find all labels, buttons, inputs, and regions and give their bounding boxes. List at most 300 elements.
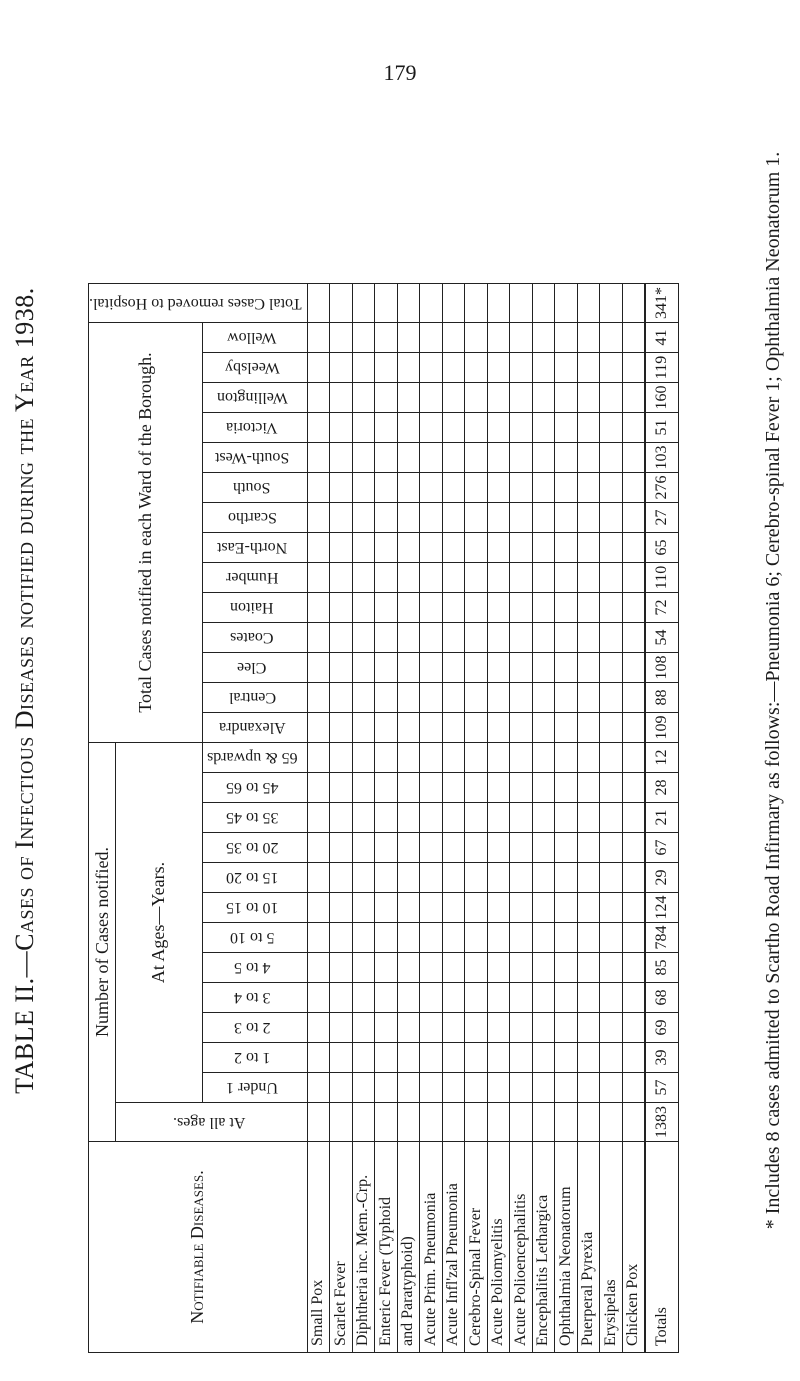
cell-value: [330, 563, 353, 593]
cell-value: [555, 1013, 578, 1043]
cell-value: [600, 1043, 623, 1073]
cell-value: [375, 923, 398, 953]
disease-row: [622, 284, 645, 1353]
cell-value: [600, 1073, 623, 1103]
cell-value: [375, 503, 398, 533]
cell-value: [622, 833, 645, 863]
cell-value: [577, 503, 600, 533]
cell-value: [577, 443, 600, 473]
cell-value: [555, 953, 578, 983]
cell-value: [622, 473, 645, 503]
cell-value: [555, 383, 578, 413]
cell-value: [397, 833, 420, 863]
cell-value: [442, 803, 465, 833]
cell-value: [442, 443, 465, 473]
cell-value: [465, 563, 488, 593]
cell-value: [487, 1073, 510, 1103]
cell-value: 341*: [645, 284, 679, 323]
cell-value: [307, 743, 330, 773]
cell-value: [577, 683, 600, 713]
disease-row: [330, 284, 353, 1353]
disease-name: Small Pox: [307, 1142, 330, 1353]
table-body: [307, 284, 679, 1353]
cell-value: [577, 623, 600, 653]
cell-value: [397, 1103, 420, 1142]
cell-value: [397, 323, 420, 353]
cell-value: [330, 284, 353, 323]
cell-value: [577, 863, 600, 893]
cell-value: [420, 533, 443, 563]
cell-value: [510, 443, 533, 473]
disease-name: Erysipelas: [600, 1142, 623, 1353]
cell-value: [420, 773, 443, 803]
cell-value: [577, 563, 600, 593]
cell-value: [600, 983, 623, 1013]
cell-value: [577, 353, 600, 383]
cell-value: [375, 773, 398, 803]
cell-value: [465, 353, 488, 383]
cell-value: [465, 683, 488, 713]
disease-row: [442, 284, 465, 1353]
cell-value: [330, 623, 353, 653]
cell-value: [577, 1103, 600, 1142]
cell-value: [352, 323, 375, 353]
cell-value: [487, 743, 510, 773]
cell-value: [532, 773, 555, 803]
cell-value: [532, 893, 555, 923]
cell-value: [465, 713, 488, 743]
cell-value: [442, 353, 465, 383]
cell-value: [397, 284, 420, 323]
cell-value: [532, 503, 555, 533]
cell-value: [330, 383, 353, 413]
cell-value: [397, 653, 420, 683]
cell-value: [532, 413, 555, 443]
cell-value: [375, 443, 398, 473]
cell-value: [622, 323, 645, 353]
cell-value: [420, 353, 443, 383]
cell-value: [375, 1043, 398, 1073]
cell-value: 784: [645, 923, 679, 953]
cell-value: [330, 773, 353, 803]
cell-value: [600, 443, 623, 473]
cell-value: [510, 743, 533, 773]
cell-value: [532, 533, 555, 563]
cell-value: 12: [645, 743, 679, 773]
cell-value: [352, 743, 375, 773]
cell-value: [555, 743, 578, 773]
cell-value: [307, 533, 330, 563]
cell-value: 54: [645, 623, 679, 653]
header-age-1: 1 to 2: [202, 1043, 307, 1073]
cell-value: [465, 743, 488, 773]
cell-value: [330, 893, 353, 923]
cell-value: [307, 1043, 330, 1073]
cell-value: [532, 713, 555, 743]
cell-value: [487, 593, 510, 623]
cell-value: [510, 383, 533, 413]
cell-value: [420, 563, 443, 593]
cell-value: [420, 923, 443, 953]
header-ward-4: Haiton: [202, 593, 307, 623]
cell-value: [352, 413, 375, 443]
cell-value: [375, 323, 398, 353]
disease-row: [465, 284, 488, 1353]
cell-value: [397, 533, 420, 563]
header-all-ages: At all ages.: [116, 1103, 308, 1142]
cell-value: [510, 563, 533, 593]
cell-value: [330, 443, 353, 473]
cell-value: [487, 443, 510, 473]
cell-value: [600, 743, 623, 773]
cell-value: [420, 743, 443, 773]
cell-value: [600, 353, 623, 383]
cell-value: [577, 653, 600, 683]
cell-value: [555, 683, 578, 713]
cell-value: [442, 1073, 465, 1103]
disease-name: Diphtheria inc. Mem.-Crp.: [352, 1142, 375, 1353]
cell-value: [307, 653, 330, 683]
cell-value: [465, 863, 488, 893]
cell-value: [622, 443, 645, 473]
cell-value: [442, 863, 465, 893]
cell-value: [375, 683, 398, 713]
cell-value: [622, 623, 645, 653]
header-age-5: 5 to 10: [202, 923, 307, 953]
cell-value: [352, 803, 375, 833]
cell-value: [622, 563, 645, 593]
cell-value: [532, 383, 555, 413]
cell-value: [465, 623, 488, 653]
cell-value: [307, 863, 330, 893]
cell-value: [420, 803, 443, 833]
cell-value: [375, 653, 398, 683]
cell-value: [420, 863, 443, 893]
cell-value: [330, 353, 353, 383]
cell-value: 29: [645, 863, 679, 893]
cell-value: [555, 563, 578, 593]
cell-value: [307, 563, 330, 593]
cell-value: [600, 323, 623, 353]
cell-value: [622, 923, 645, 953]
cell-value: [352, 893, 375, 923]
cell-value: [555, 503, 578, 533]
cell-value: [330, 1073, 353, 1103]
cell-value: [600, 533, 623, 563]
cell-value: [330, 533, 353, 563]
cell-value: [352, 653, 375, 683]
cell-value: [375, 533, 398, 563]
cell-value: [600, 953, 623, 983]
header-ward-7: Scartho: [202, 503, 307, 533]
header-removed-to-hospital: Total Cases removed to Hospital.: [89, 284, 308, 323]
disease-row: [352, 284, 375, 1353]
cell-value: [600, 383, 623, 413]
cell-value: [397, 983, 420, 1013]
disease-row: [307, 284, 330, 1353]
disease-name: Enteric Fever (Typhoid: [375, 1142, 398, 1353]
cell-value: [397, 593, 420, 623]
header-age-11: 65 & upwards: [202, 743, 307, 773]
cell-value: [442, 284, 465, 323]
disease-row: [397, 284, 420, 1353]
cell-value: [330, 1043, 353, 1073]
cell-value: [532, 1043, 555, 1073]
cell-value: [397, 773, 420, 803]
cell-value: [532, 284, 555, 323]
cell-value: [330, 1013, 353, 1043]
cell-value: [532, 593, 555, 623]
cell-value: [375, 833, 398, 863]
cell-value: [622, 413, 645, 443]
cell-value: [622, 503, 645, 533]
cell-value: [375, 953, 398, 983]
cell-value: [442, 1043, 465, 1073]
cell-value: [352, 473, 375, 503]
cell-value: [352, 443, 375, 473]
cell-value: [397, 563, 420, 593]
header-total-cases-by-ward: Total Cases notified in each Ward of the Borough.: [89, 323, 203, 743]
cell-value: [555, 653, 578, 683]
cell-value: [622, 533, 645, 563]
cell-value: [442, 503, 465, 533]
header-age-9: 35 to 45: [202, 803, 307, 833]
cell-value: [330, 833, 353, 863]
cell-value: [622, 353, 645, 383]
cell-value: [352, 503, 375, 533]
cell-value: [307, 413, 330, 443]
cell-value: [420, 473, 443, 503]
header-ward-2: Clee: [202, 653, 307, 683]
cell-value: [600, 653, 623, 683]
cell-value: [397, 473, 420, 503]
cell-value: [352, 533, 375, 563]
cell-value: [465, 923, 488, 953]
cell-value: [397, 863, 420, 893]
cell-value: [510, 623, 533, 653]
cell-value: [487, 413, 510, 443]
cell-value: [397, 503, 420, 533]
disease-name: Acute Poliomyelitis: [487, 1142, 510, 1353]
cell-value: [622, 284, 645, 323]
cell-value: [330, 473, 353, 503]
cell-value: 69: [645, 1013, 679, 1043]
cell-value: 85: [645, 953, 679, 983]
cell-value: [622, 683, 645, 713]
disease-row: [555, 284, 578, 1353]
header-age-3: 3 to 4: [202, 983, 307, 1013]
cell-value: [375, 893, 398, 923]
cell-value: [600, 284, 623, 323]
cell-value: [487, 713, 510, 743]
cell-value: [577, 893, 600, 923]
cell-value: [600, 833, 623, 863]
cell-value: [397, 1043, 420, 1073]
cell-value: [555, 1073, 578, 1103]
caption-prefix: TABLE II.—: [10, 950, 39, 1094]
cell-value: [352, 623, 375, 653]
header-number-of-cases: Number of Cases notified.: [89, 743, 116, 1142]
cell-value: [532, 1073, 555, 1103]
cell-value: [622, 803, 645, 833]
disease-name: Acute Infl'zal Pneumonia: [442, 1142, 465, 1353]
cell-value: [510, 653, 533, 683]
cell-value: [487, 563, 510, 593]
cell-value: [487, 893, 510, 923]
cell-value: [532, 983, 555, 1013]
cell-value: 108: [645, 653, 679, 683]
page-number: 179: [383, 60, 417, 85]
cell-value: [397, 413, 420, 443]
cell-value: [510, 1043, 533, 1073]
cell-value: [307, 893, 330, 923]
cell-value: [487, 533, 510, 563]
cell-value: [442, 953, 465, 983]
cell-value: [352, 1103, 375, 1142]
cell-value: [375, 563, 398, 593]
cell-value: 27: [645, 503, 679, 533]
cell-value: [465, 473, 488, 503]
cell-value: [307, 383, 330, 413]
cell-value: [307, 683, 330, 713]
cell-value: [600, 803, 623, 833]
cell-value: [622, 863, 645, 893]
cell-value: [577, 473, 600, 503]
cell-value: [465, 503, 488, 533]
cell-value: [397, 353, 420, 383]
cell-value: [307, 983, 330, 1013]
cell-value: [532, 863, 555, 893]
cell-value: 110: [645, 563, 679, 593]
cell-value: [420, 683, 443, 713]
cell-value: [352, 953, 375, 983]
header-ward-9: South-West: [202, 443, 307, 473]
header-age-10: 45 to 65: [202, 773, 307, 803]
cell-value: [442, 563, 465, 593]
cell-value: [510, 863, 533, 893]
cell-value: [420, 1043, 443, 1073]
cell-value: [330, 863, 353, 893]
cell-value: [600, 503, 623, 533]
header-ward-10: Victoria: [202, 413, 307, 443]
cell-value: [442, 383, 465, 413]
cell-value: 51: [645, 413, 679, 443]
disease-row: [600, 284, 623, 1353]
cell-value: 28: [645, 773, 679, 803]
cell-value: [555, 983, 578, 1013]
cell-value: [555, 593, 578, 623]
cell-value: [465, 1103, 488, 1142]
cell-value: [352, 923, 375, 953]
cell-value: [555, 773, 578, 803]
cell-value: [465, 803, 488, 833]
cell-value: [577, 413, 600, 443]
cell-value: [510, 683, 533, 713]
cell-value: [600, 683, 623, 713]
cell-value: [532, 1013, 555, 1043]
cell-value: [600, 1103, 623, 1142]
cell-value: [307, 593, 330, 623]
cell-value: [307, 923, 330, 953]
header-ward-12: Weelsby: [202, 353, 307, 383]
cell-value: [465, 413, 488, 443]
cell-value: [577, 1043, 600, 1073]
cell-value: [622, 953, 645, 983]
cell-value: [465, 593, 488, 623]
cell-value: [307, 623, 330, 653]
cell-value: [555, 1103, 578, 1142]
cell-value: [442, 473, 465, 503]
cell-value: [420, 1073, 443, 1103]
cell-value: [532, 653, 555, 683]
cell-value: [487, 803, 510, 833]
cell-value: [442, 1013, 465, 1043]
cell-value: [397, 1073, 420, 1103]
cell-value: [442, 1103, 465, 1142]
cell-value: [510, 593, 533, 623]
cell-value: [330, 953, 353, 983]
cell-value: [577, 1073, 600, 1103]
cell-value: [465, 953, 488, 983]
cell-value: [330, 413, 353, 443]
cell-value: [375, 743, 398, 773]
cell-value: [352, 983, 375, 1013]
cell-value: [487, 284, 510, 323]
cell-value: [352, 683, 375, 713]
header-age-7: 15 to 20: [202, 863, 307, 893]
header-ward-8: South: [202, 473, 307, 503]
cell-value: [577, 743, 600, 773]
cell-value: [397, 953, 420, 983]
disease-row: [420, 284, 443, 1353]
cell-value: [555, 473, 578, 503]
cell-value: [487, 503, 510, 533]
cell-value: [577, 713, 600, 743]
cell-value: [487, 1043, 510, 1073]
cell-value: [330, 803, 353, 833]
cell-value: [622, 383, 645, 413]
cell-value: [307, 284, 330, 323]
cell-value: [487, 833, 510, 863]
cell-value: [577, 983, 600, 1013]
cell-value: [487, 1103, 510, 1142]
cell-value: [465, 773, 488, 803]
cell-value: [420, 953, 443, 983]
cell-value: [465, 284, 488, 323]
totals-row: [645, 284, 679, 1353]
cell-value: [330, 653, 353, 683]
cell-value: [442, 653, 465, 683]
cell-value: [420, 323, 443, 353]
cell-value: 68: [645, 983, 679, 1013]
cell-value: [622, 983, 645, 1013]
cell-value: [622, 1073, 645, 1103]
header-ward-0: Alexandra: [202, 713, 307, 743]
cell-value: [577, 923, 600, 953]
cell-value: [555, 1043, 578, 1073]
disease-name: Acute Polioencephalitis: [510, 1142, 533, 1353]
cell-value: [465, 533, 488, 563]
cell-value: [465, 1043, 488, 1073]
header-ward-5: Humber: [202, 563, 307, 593]
cell-value: [420, 833, 443, 863]
cell-value: [442, 893, 465, 923]
cell-value: [532, 923, 555, 953]
cell-value: [397, 743, 420, 773]
cell-value: [420, 284, 443, 323]
cell-value: [555, 833, 578, 863]
cell-value: [420, 1013, 443, 1043]
